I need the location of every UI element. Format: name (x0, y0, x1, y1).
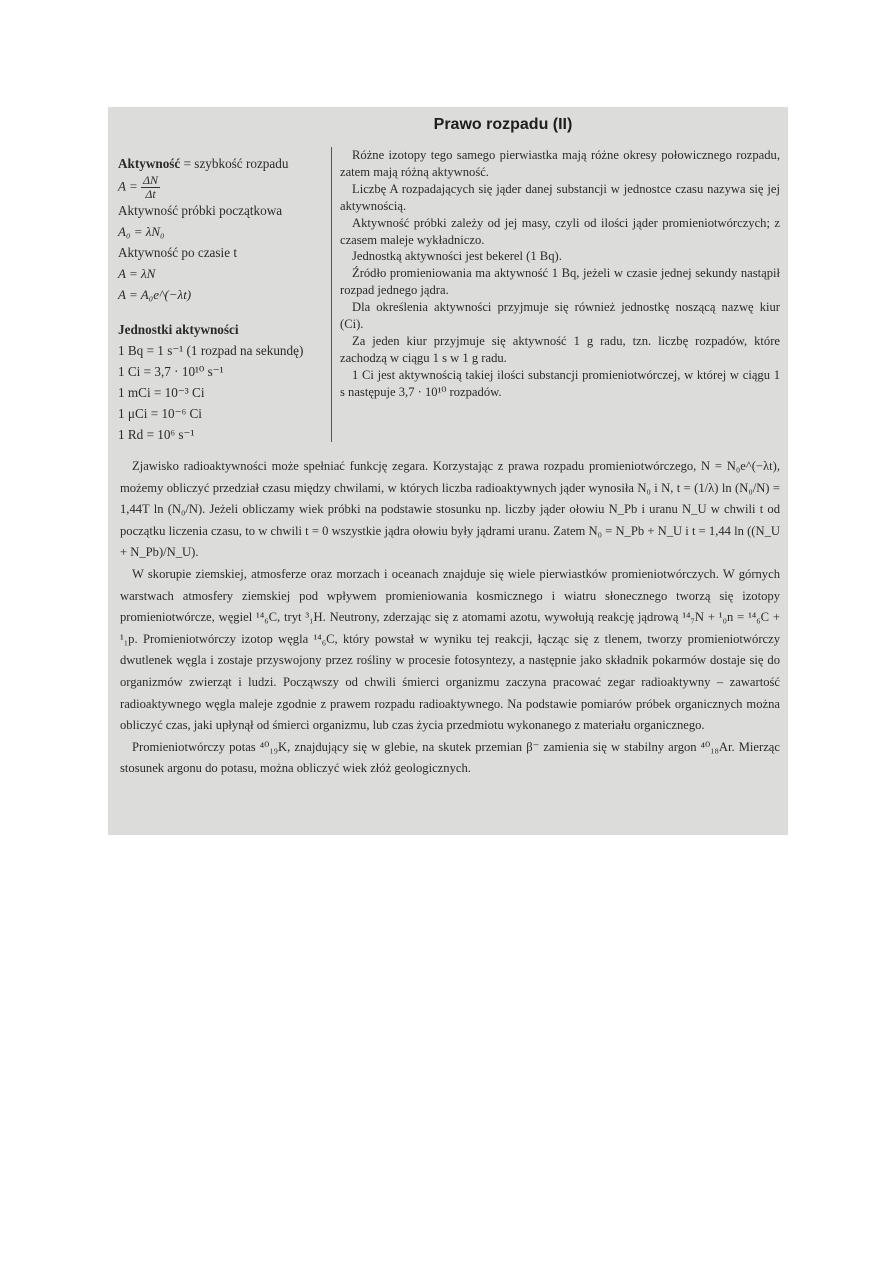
definitions-column (340, 147, 780, 401)
initial-activity-label: Aktywność próbki początkowa (118, 203, 283, 218)
activity-after-label: Aktywność po czasie t (118, 245, 238, 260)
unit-line: 1 mCi = 10⁻³ Ci (118, 385, 205, 400)
formula1-num: ΔN (142, 173, 159, 187)
definition-paragraph: Aktywność próbki zależy od jej masy, czyli od ilości jąder promieniotwórczych; z czasem maleje wykładniczo. (340, 215, 780, 247)
formula1-lhs: A = (118, 178, 141, 194)
page-title: Prawo rozpadu (II) (433, 116, 573, 133)
body-text (120, 456, 780, 780)
definition-paragraph: Jednostką aktywności jest bekerel (1 Bq). (352, 249, 562, 264)
formula-column (118, 153, 330, 445)
formula-activity-rate (118, 174, 330, 200)
activity-def: = szybkość rozpadu (180, 156, 289, 171)
definition-paragraph: Liczbę A rozpadających się jąder danej substancji w jednostce czasu nazywa się jej aktywnością. (340, 181, 780, 213)
formula-decay: A = A₀e^(−λt) (118, 287, 192, 302)
definition-paragraph: Różne izotopy tego samego pierwiastka mają różne okresy połowicznego rozpadu, zatem mają różną aktywność. (340, 148, 780, 179)
page-panel (108, 107, 788, 835)
unit-line: 1 μCi = 10⁻⁶ Ci (118, 406, 202, 421)
body-paragraph: Zjawisko radioaktywności może spełniać funkcję zegara. Korzystając z prawa rozpadu promieniotwórczego, N = N₀e^(−λt), możemy obliczyć przedział czasu między chwilami, w których liczba radioaktywnych jąder wynosiła N₀ i N, t = (1/λ) ln (N₀/N) = 1,44T ln (N₀/N). Jeżeli obliczamy wiek próbki na podstawie stosunku np. liczby jąder ołowiu N_Pb i uranu N_U w chwili t od początku liczenia czasu, to w chwili t = 0 wszystkie jądra ołowiu były jądrami uranu. Zatem N₀ = N_Pb + N_U i t = 1,44 ln ((N_U + N_Pb)/N_U). (120, 459, 780, 560)
definition-paragraph: Dla określenia aktywności przyjmuje się również jednostkę noszącą nazwę kiur (Ci). (340, 300, 780, 332)
definition-paragraph: Za jeden kiur przyjmuje się aktywność 1 g radu, tzn. liczbę rozpadów, które zachodzą w ciągu 1 s w 1 g radu. (340, 333, 780, 365)
unit-line: 1 Ci = 3,7 · 10¹⁰ s⁻¹ (118, 364, 224, 379)
body-paragraph: Promieniotwórczy potas ⁴⁰₁₉K, znajdujący się w glebie, na skutek przemian β⁻ zamienia się w stabilny argon ⁴⁰₁₈Ar. Mierząc stosunek argonu do potasu, można obliczyć wiek złóż geologicznych. (120, 739, 780, 776)
formula-initial-activity: A₀ = λN₀ (118, 224, 165, 239)
formula-activity: A = λN (118, 266, 156, 281)
definition-paragraph: 1 Ci jest aktywnością takiej ilości substancji promieniotwórczej, w której w ciągu 1 s następuje 3,7 · 10¹⁰ rozpadów. (340, 367, 780, 399)
units-heading: Jednostki aktywności (118, 322, 239, 337)
unit-line: 1 Rd = 10⁶ s⁻¹ (118, 427, 195, 442)
activity-definition (118, 153, 330, 174)
formula1-fraction (141, 174, 160, 201)
formula1-den: Δt (145, 187, 156, 201)
column-divider (331, 147, 332, 442)
activity-label: Aktywność (118, 156, 181, 171)
body-paragraph: W skorupie ziemskiej, atmosferze oraz morzach i oceanach znajduje się wiele pierwiastków promieniotwórczych. W górnych warstwach atmosfery ziemskiej pod wpływem promieniowania kosmicznego i wiatru słonecznego tworzą się izotopy promieniotwórcze, węgiel ¹⁴₆C, tryt ³₁H. Neutrony, zderzając się z atomami azotu, wywołują reakcję jądrową ¹⁴₇N + ¹₀n = ¹⁴₆C + ¹₁p. Promieniotwórczy izotop węgla ¹⁴₆C, który powstał w wyniku tej reakcji, łącząc się z tlenem, tworzy promieniotwórczy dwutlenek węgla i zostaje przyswojony przez rośliny w procesie fotosyntezy, a następnie jako składnik pokarmów dostaje się do organizmów zwierząt i ludzi. Począwszy od chwili śmierci organizmu zaczyna pracować zegar radioaktywny – zawartość radioaktywnego węgla maleje zgodnie z prawem rozpadu radioaktywnego. Na podstawie pomiarów próbek organicznych można obliczyć czas, jaki upłynął od śmierci organizmu, lub czas życia przedmiotu wykonanego z materiału organicznego. (120, 566, 780, 733)
definition-paragraph: Źródło promieniowania ma aktywność 1 Bq, jeżeli w czasie jednej sekundy nastąpił rozpad jednego jądra. (340, 266, 780, 298)
unit-line: 1 Bq = 1 s⁻¹ (1 rozpad na sekundę) (118, 343, 304, 358)
